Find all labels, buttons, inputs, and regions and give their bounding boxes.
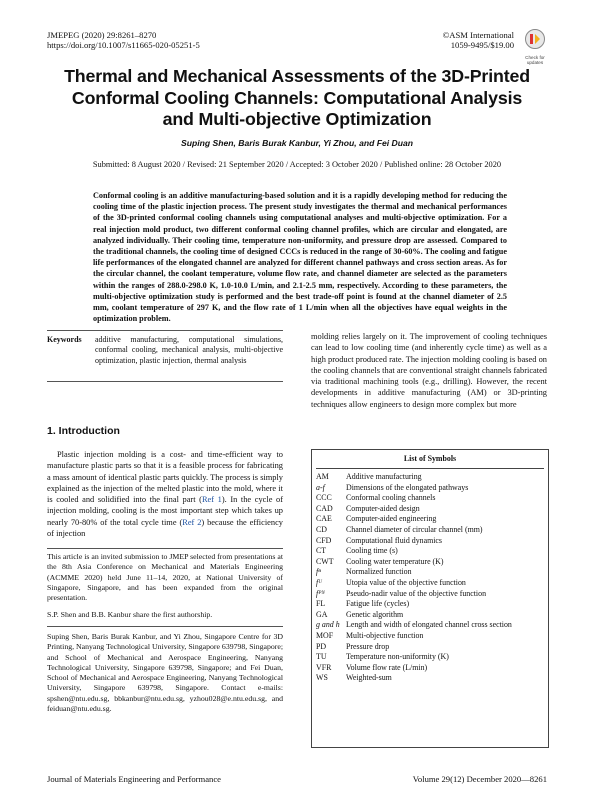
symbols-rows [312, 472, 548, 684]
symbol-row [312, 578, 548, 589]
footnote-first-authorship: S.P. Shen and B.B. Kanbur share the first authorship. [47, 610, 213, 619]
symbol-abbreviation: CCC [316, 493, 332, 503]
symbol-abbreviation: MOF [316, 630, 334, 640]
symbol-definition: Utopia value of the objective function [346, 577, 466, 587]
symbol-definition: Additive manufacturing [346, 472, 422, 481]
symbol-row [312, 546, 548, 557]
symbol-row [312, 599, 548, 610]
keywords-bottom-rule [47, 381, 283, 382]
symbol-abbreviation: GA [316, 609, 328, 619]
keywords-label: Keywords [47, 335, 82, 344]
symbol-definition: Fatigue life (cycles) [346, 599, 410, 609]
symbols-heading-rule [316, 468, 544, 469]
footnote-rule [47, 548, 283, 549]
symbol-definition: Computer-aided engineering [346, 514, 437, 524]
footnote-affiliations: Suping Shen, Baris Burak Kanbur, and Yi Zhou, Singapore Centre for 3D Printing, Nanyang Technological University, Singapore 639798, Singapore; and School of Mechanical and Aerospace Engineering, Nanyang Technological University, Singapore 639798, Singapore; and Fei Duan, School of Mechanical and Aerospace Engineering, Nanyang Technological University, Singapore 639798, Singapore. Contact e-mails: spshen@ntu.edu.sg, bbkanbur@ntu.edu.sg, yzhou028@e.ntu.edu.sg, and feiduan@ntu.edu.sg. [47, 632, 283, 714]
symbol-definition: Pseudo-nadir value of the objective function [346, 588, 487, 598]
footer-journal: Journal of Materials Engineering and Performance [47, 774, 221, 784]
symbol-row [312, 620, 548, 631]
ref-link-2[interactable]: Ref 2 [182, 517, 202, 527]
abstract: Conformal cooling is an additive manufacturing-based solution and it is a rapidly developing method for reducing the cooling time of the plastic injection process. The present study investigates the thermal and mechanical performances of the 3D-printed conformal cooling channels using computational analyses and multi-objective optimization. For a real injection mold product, two different conformal cooling channel profiles, which are circular and elongated, are analyzed individually. Their cooling time, temperature non-uniformity, and pressure drop are assessed. Compared to the traditional channels, the cooling time of designed CCCs is reduced in the range of 30-60%. The cooling and fatigue life performances of the elongated channel are analyzed for different channel pathways and cross section areas. As for the circular channel, the coolant temperature, volume flow rate, and channel diameter are selected as the parameters within the ranges of 288.0-298.0 K, 1.0-10.0 L/min, and 2.1-2.5 mm, respectively. According to these parameters, the multi-objective optimization study is performed and the best trade-off point is found at the channel diameter of 2.5 mm, coolant temperature of 297 K, and the flow rate of 1 L/min when all the objectives have equal weights in the optimization problem. [93, 191, 507, 324]
title-line-3: and Multi-objective Optimization [162, 109, 432, 129]
symbol-abbreviation: a-f [316, 482, 325, 492]
symbol-definition: Computer-aided design [346, 503, 420, 513]
title-line-1: Thermal and Mechanical Assessments of the 3D-Printed [64, 66, 530, 86]
intro-paragraph [47, 449, 283, 539]
symbol-definition: Volume flow rate (L/min) [346, 662, 428, 672]
symbol-definition: Computational fluid dynamics [346, 535, 442, 545]
symbol-row [312, 536, 548, 547]
symbol-abbreviation: fⁿ [316, 567, 321, 577]
doi-link[interactable]: https://doi.org/10.1007/s11665-020-05251-5 [47, 40, 200, 50]
symbol-abbreviation: TU [316, 652, 327, 662]
symbol-definition: Length and width of elongated channel cross section [346, 620, 512, 630]
symbol-definition: Multi-objective function [346, 630, 424, 640]
copyright: ©ASM International [442, 30, 514, 40]
symbol-row [312, 483, 548, 494]
symbol-definition: Temperature non-uniformity (K) [346, 652, 449, 662]
symbol-definition: Cooling water temperature (K) [346, 556, 444, 566]
symbol-abbreviation: VFR [316, 662, 332, 672]
symbol-row [312, 663, 548, 674]
submission-dates: Submitted: 8 August 2020 / Revised: 21 September 2020 / Accepted: 3 October 2020 / Published online: 28 October 2020 [92, 160, 502, 169]
paper-title [30, 66, 564, 131]
keywords-box [47, 335, 283, 366]
symbol-row [312, 610, 548, 621]
symbol-definition: Pressure drop [346, 641, 390, 651]
symbols-heading: List of Symbols [403, 454, 457, 463]
symbol-abbreviation: CD [316, 524, 327, 534]
footer-volume-page: Volume 29(12) December 2020—8261 [412, 774, 547, 784]
ref-link-1[interactable]: Ref 1 [201, 495, 222, 505]
section-heading-introduction: 1. Introduction [47, 425, 120, 437]
symbol-row [312, 642, 548, 653]
symbol-abbreviation: fᴾᴺ [316, 588, 325, 598]
symbol-row [312, 673, 548, 684]
keywords-top-rule [47, 330, 283, 331]
symbol-definition: Dimensions of the elongated pathways [346, 482, 469, 492]
keywords-text: additive manufacturing, computational simulations, conformal cooling, mechanical analysis, multi-objective optimization, plastic injection, thermal analysis [95, 335, 283, 365]
title-line-2: Conformal Cooling Channels: Computational Analysis [71, 87, 523, 108]
badge-line-2: updates [526, 60, 544, 65]
symbol-row [312, 504, 548, 515]
symbol-abbreviation: FL [316, 599, 326, 609]
list-of-symbols [311, 449, 549, 748]
symbol-definition: Cooling time (s) [346, 546, 398, 556]
symbol-abbreviation: CFD [316, 535, 332, 545]
symbol-definition: Normalized function [346, 567, 412, 577]
symbol-row [312, 631, 548, 642]
check-for-updates-badge[interactable] [520, 28, 550, 65]
badge-line-1: Check for [525, 55, 545, 60]
symbol-row [312, 589, 548, 600]
symbol-abbreviation: WS [316, 673, 328, 683]
journal-reference: JMEPEG (2020) 29:8261–8270 [47, 30, 157, 40]
intro-text-b: ). In the cycle of injection molding, cooling is the most important step which takes up nearly 70-80% of the total cycle time ( [47, 495, 283, 527]
symbol-abbreviation: CAE [316, 514, 332, 524]
symbol-abbreviation: fᵁ [316, 577, 323, 587]
symbol-abbreviation: CAD [316, 503, 333, 513]
check-updates-icon [520, 28, 550, 50]
symbol-row [312, 525, 548, 536]
issn: 1059-9495/$19.00 [450, 40, 514, 50]
symbol-abbreviation: CWT [316, 556, 334, 566]
symbol-row [312, 567, 548, 578]
symbol-abbreviation: CT [316, 546, 327, 556]
footnote-invited: This article is an invited submission to JMEP selected from presentations at the 8th Asia Conference on Mechanical and Materials Engineering (ACMME 2020) held June 11–14, 2020, at National University of Singapore, Singapore, and has been expanded from the original presentation. [47, 552, 283, 603]
symbol-abbreviation: PD [316, 641, 327, 651]
symbol-abbreviation: g and h [316, 620, 340, 630]
right-column-paragraph: molding relies largely on it. The improvement of cooling techniques can lead to low cooling time (and inherently cycle time) as well as a high product produced rate. The injection molding cooling is based on the cooling channels that are conventional straight channels fabricated via traditional machining tools (e.g., drilling). However, the recent developments in additive manufacturing (AM) or 3D-printing techniques allow engineers to design more complex but more [311, 332, 547, 409]
symbol-row [312, 514, 548, 525]
symbol-row [312, 652, 548, 663]
footnote-rule-2 [47, 626, 283, 627]
symbol-row [312, 472, 548, 483]
symbol-definition: Weighted-sum [346, 673, 392, 683]
symbol-row [312, 557, 548, 568]
author-list: Suping Shen, Baris Burak Kanbur, Yi Zhou, and Fei Duan [180, 138, 414, 148]
intro-text-a: Plastic injection molding is a cost- and time-efficient way to manufacture plastic parts so that it is a feasible process for fabricating a mass amount of identical plastic parts quickly. The process is simply explained as the injection of the melted plastic into the mold, where it is cooled and solidified into the final part ( [47, 450, 283, 505]
symbol-row [312, 493, 548, 504]
symbol-definition: Channel diameter of circular channel (mm) [346, 524, 483, 534]
symbol-abbreviation: AM [316, 472, 329, 481]
symbol-definition: Genetic algorithm [346, 609, 404, 619]
intro-text-c: ) because the efficiency of injection [47, 517, 283, 539]
symbol-definition: Conformal cooling channels [346, 493, 436, 503]
